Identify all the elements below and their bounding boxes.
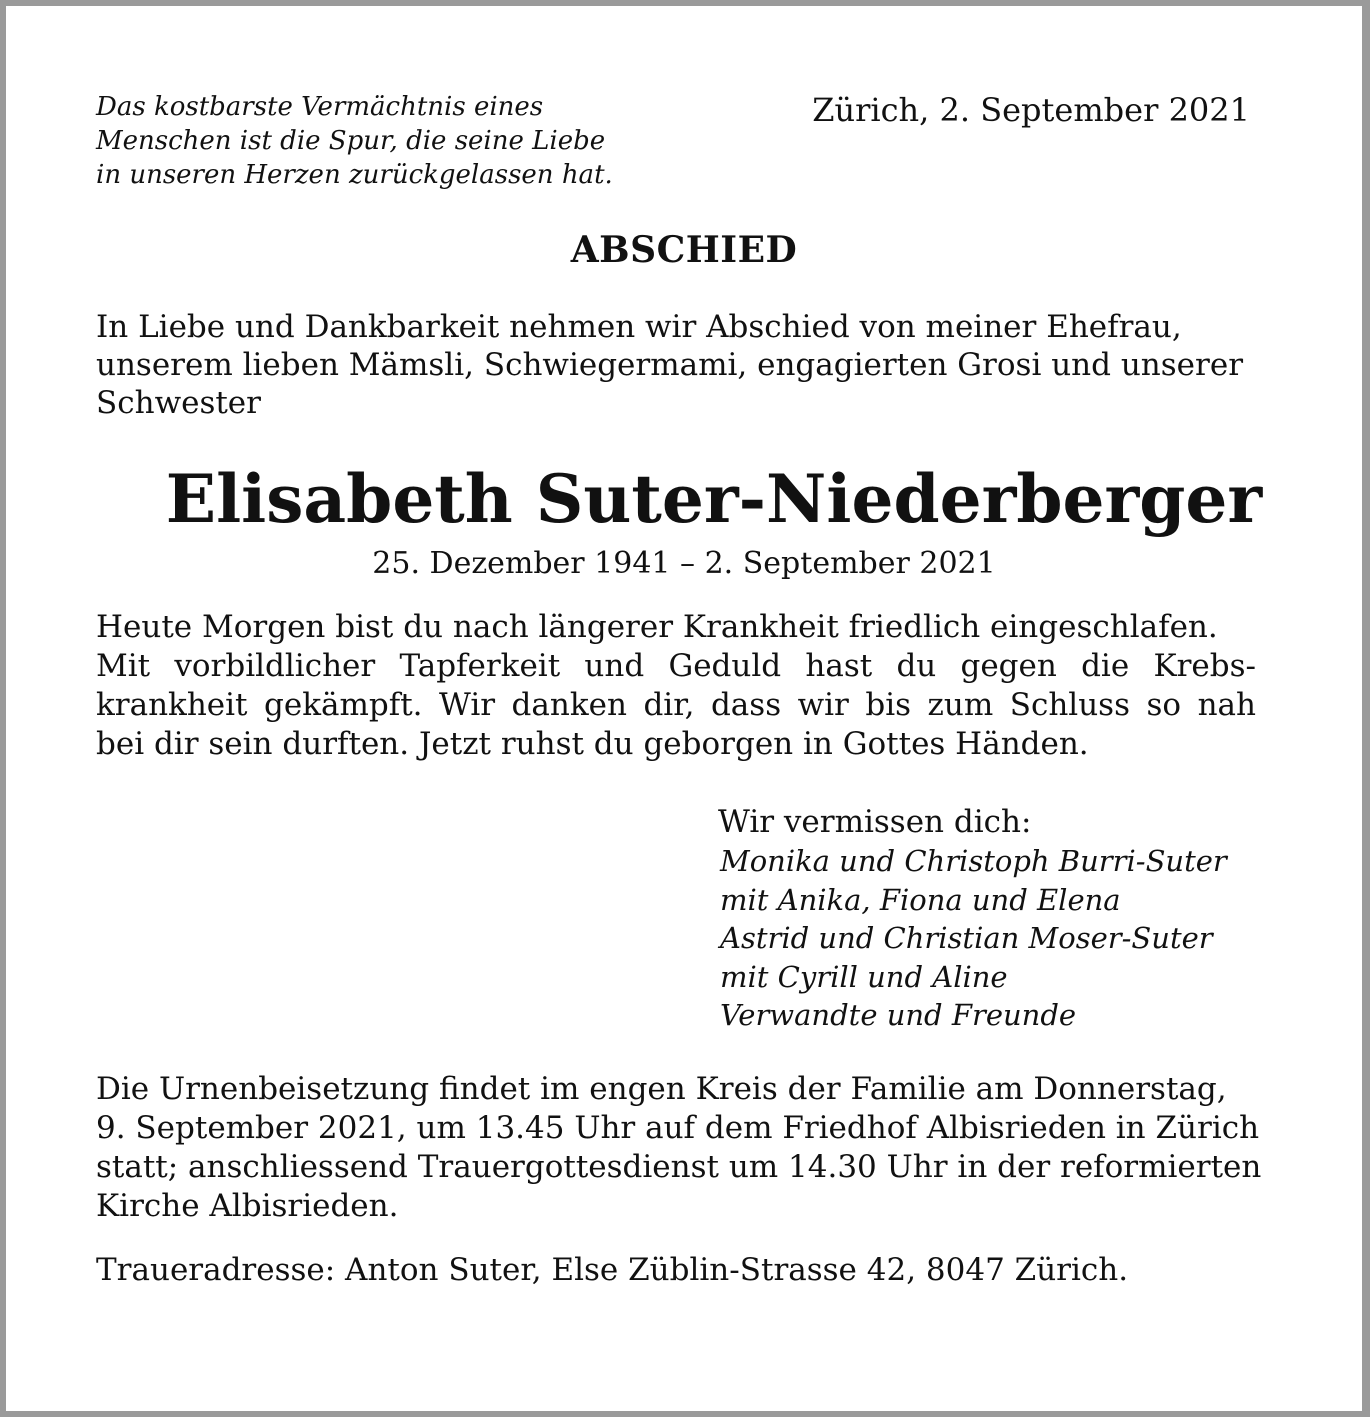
life-dates: 25. Dezember 1941 – 2. September 2021 bbox=[372, 546, 996, 581]
mourner-entry: mit Cyrill und Aline bbox=[720, 959, 1008, 994]
motto-line: Das kostbarste Vermächtnis eines bbox=[96, 92, 544, 122]
heading: ABSCHIED bbox=[570, 229, 798, 271]
obituary-page bbox=[6, 6, 1362, 1411]
motto-line: in unseren Herzen zurückgelassen hat. bbox=[96, 160, 613, 190]
mourner-entry: Astrid und Christian Moser-Suter bbox=[720, 921, 1213, 955]
farewell-line: Heute Morgen bist du nach längerer Krankheit friedlich eingeschlafen. bbox=[96, 609, 1218, 645]
mourners-list bbox=[720, 842, 1318, 1035]
intro-paragraph bbox=[96, 308, 1306, 422]
ceremony-paragraph bbox=[96, 1070, 1326, 1226]
farewell-paragraph bbox=[96, 608, 1256, 764]
intro-line: unserem lieben Mämsli, Schwiegermami, engagierten Grosi und unserer bbox=[96, 347, 1244, 383]
motto-quote bbox=[96, 90, 716, 192]
ceremony-line: Die Urnenbeisetzung findet im engen Kreis der Familie am Donnerstag, bbox=[96, 1071, 1227, 1107]
ceremony-line: Kirche Albisrieden. bbox=[96, 1188, 399, 1224]
deceased-name: Elisabeth Suter-Niederberger bbox=[165, 460, 1263, 538]
mourner-entry: mit Anika, Fiona und Elena bbox=[720, 882, 1121, 917]
mourners-block bbox=[718, 802, 1318, 1035]
ceremony-line: statt; anschliessend Trauergottesdienst um 14.30 Uhr in der reformierten bbox=[96, 1149, 1262, 1185]
mourners-heading: Wir vermissen dich: bbox=[718, 804, 1032, 840]
intro-line: Schwester bbox=[96, 385, 261, 421]
farewell-line: bei dir sein durften. Jetzt ruhst du geborgen in Gottes Händen. bbox=[96, 726, 1089, 762]
farewell-line: krankheit gekämpft. Wir danken dir, dass wir bis zum Schluss so nah bbox=[96, 687, 1256, 723]
place-date: Zürich, 2. September 2021 bbox=[812, 91, 1250, 129]
ceremony-line: 9. September 2021, um 13.45 Uhr auf dem Friedhof Albisrieden in Zürich bbox=[96, 1110, 1260, 1146]
mourner-entry: Monika und Christoph Burri-Suter bbox=[720, 844, 1227, 878]
motto-line: Menschen ist die Spur, die seine Liebe bbox=[96, 126, 606, 156]
intro-line: In Liebe und Dankbarkeit nehmen wir Abschied von meiner Ehefrau, bbox=[96, 309, 1182, 345]
mourning-address: Traueradresse: Anton Suter, Else Züblin-Strasse 42, 8047 Zürich. bbox=[96, 1252, 1129, 1288]
mourner-entry: Verwandte und Freunde bbox=[720, 998, 1077, 1032]
farewell-line: Mit vorbildlicher Tapferkeit und Geduld hast du gegen die Krebs- bbox=[96, 648, 1256, 684]
